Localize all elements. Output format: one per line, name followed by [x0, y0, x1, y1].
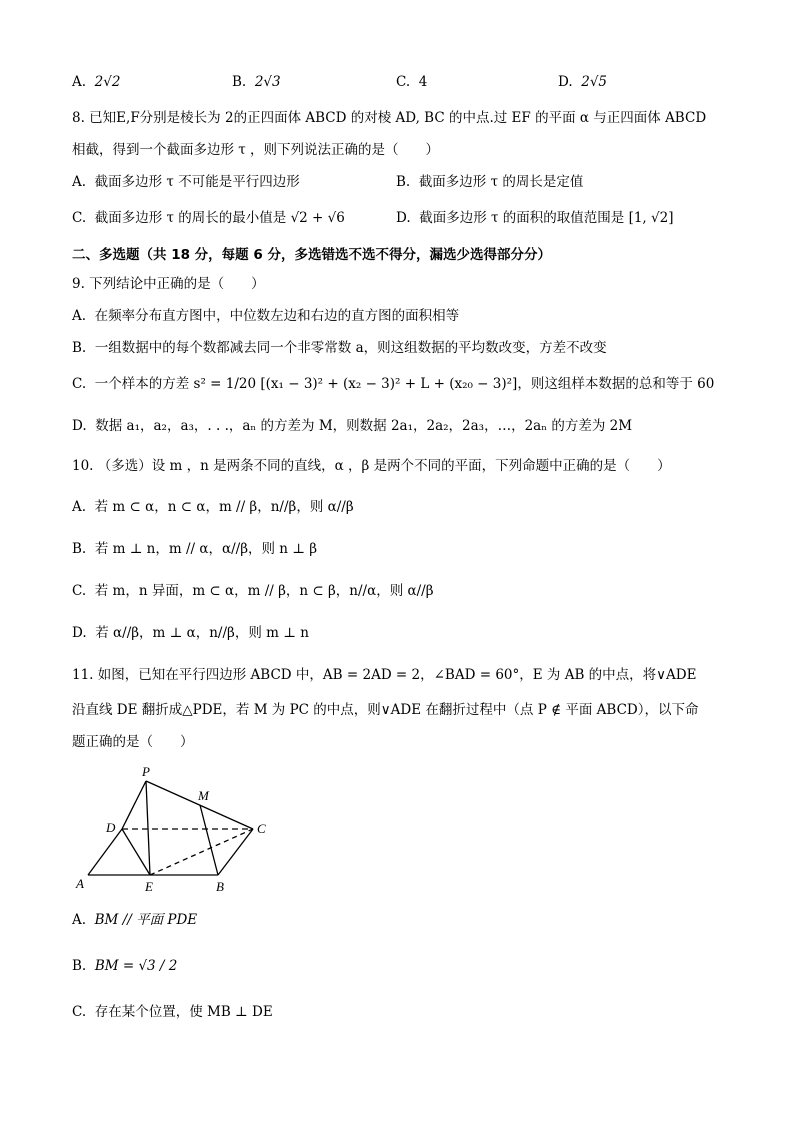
q8-stem-line1: 8. 已知E,F分别是棱长为 2的正四面体 ABCD 的对棱 AD, BC 的中点.过 EF 的平面 α 与正四面体 ABCD — [72, 110, 707, 126]
label-d: D — [106, 820, 116, 835]
q10-option-a: A. 若 m ⊂ α，n ⊂ α，m // β，n//β，则 α//β — [72, 499, 354, 515]
q8-option-c: C. 截面多边形 τ 的周长的最小值是 √2 + √6 — [72, 210, 345, 226]
q11-option-c: C. 存在某个位置，使 MB ⊥ DE — [72, 1004, 273, 1020]
q11-geometry-figure — [70, 764, 280, 894]
label-p: P — [142, 764, 150, 779]
q11-option-a: A. BM // 平面 PDE — [72, 912, 198, 928]
edge-mb — [200, 805, 218, 875]
edge-ec-hidden — [150, 829, 253, 875]
q10-option-d: D. 若 α//β，m ⊥ α，n//β，则 m ⊥ n — [72, 625, 309, 641]
q8-option-b: B. 截面多边形 τ 的周长是定值 — [396, 174, 584, 190]
q9-option-a: A. 在频率分布直方图中，中位数左边和右边的直方图的面积相等 — [72, 308, 460, 324]
edge-de — [122, 829, 150, 875]
q7-option-c: C. 4 — [396, 74, 428, 90]
q10-option-b: B. 若 m ⊥ n，m // α，α//β，则 n ⊥ β — [72, 541, 318, 557]
q8-option-a: A. 截面多边形 τ 不可能是平行四边形 — [72, 174, 300, 190]
q7-option-a: A. 2√2 — [72, 74, 121, 90]
edge-pe — [146, 781, 150, 875]
q11-stem-line3: 题正确的是（ ） — [72, 734, 194, 750]
q7-option-d: D. 2√5 — [558, 74, 608, 90]
q9-option-c: C. 一个样本的方差 s² = 1/20 [(x₁ − 3)² + (x₂ − 3)² + L + (x₂₀ − 3)²]，则这组样本数据的总和等于 60 — [72, 376, 715, 392]
q9-option-b: B. 一组数据中的每个数都减去同一个非零常数 a，则这组数据的平均数改变，方差不改变 — [72, 340, 607, 356]
label-a: A — [76, 876, 84, 891]
q8-option-d: D. 截面多边形 τ 的面积的取值范围是 [1, √2] — [396, 210, 674, 226]
edge-bc — [218, 829, 253, 875]
edge-ad — [88, 829, 122, 875]
q10-option-c: C. 若 m，n 异面，m ⊂ α，m // β，n ⊂ β，n//α，则 α//β — [72, 583, 434, 599]
label-m: M — [198, 788, 209, 803]
q11-option-b: B. BM = √3 / 2 — [72, 958, 178, 974]
q8-stem-line2: 相截，得到一个截面多边形 τ ，则下列说法正确的是（ ） — [72, 142, 440, 158]
q9-option-d: D. 数据 a₁，a₂，a₃，. . .，aₙ 的方差为 M，则数据 2a₁，2a₂，2a₃，…，2aₙ 的方差为 2M — [72, 418, 633, 434]
q7-option-b: B. 2√3 — [232, 74, 281, 90]
q11-stem-line2: 沿直线 DE 翻折成△PDE，若 M 为 PC 的中点，则∨ADE 在翻折过程中（点 P ∉ 平面 ABCD），以下命 — [72, 702, 699, 718]
edge-pd — [122, 781, 146, 829]
label-c: C — [257, 821, 266, 836]
q10-stem: 10. （多选）设 m ，n 是两条不同的直线，α ，β 是两个不同的平面，下列命题中正确的是（ ） — [72, 458, 671, 474]
q9-stem: 9. 下列结论中正确的是（ ） — [72, 276, 265, 292]
section-heading-multiple-choice: 二、多选题（共 18 分，每题 6 分，多选错选不选不得分，漏选少选得部分分） — [72, 247, 551, 263]
label-b: B — [216, 879, 224, 894]
label-e: E — [145, 879, 153, 894]
q11-stem-line1: 11. 如图，已知在平行四边形 ABCD 中，AB = 2AD = 2，∠BAD = 60°，E 为 AB 的中点，将∨ADE — [72, 667, 697, 683]
